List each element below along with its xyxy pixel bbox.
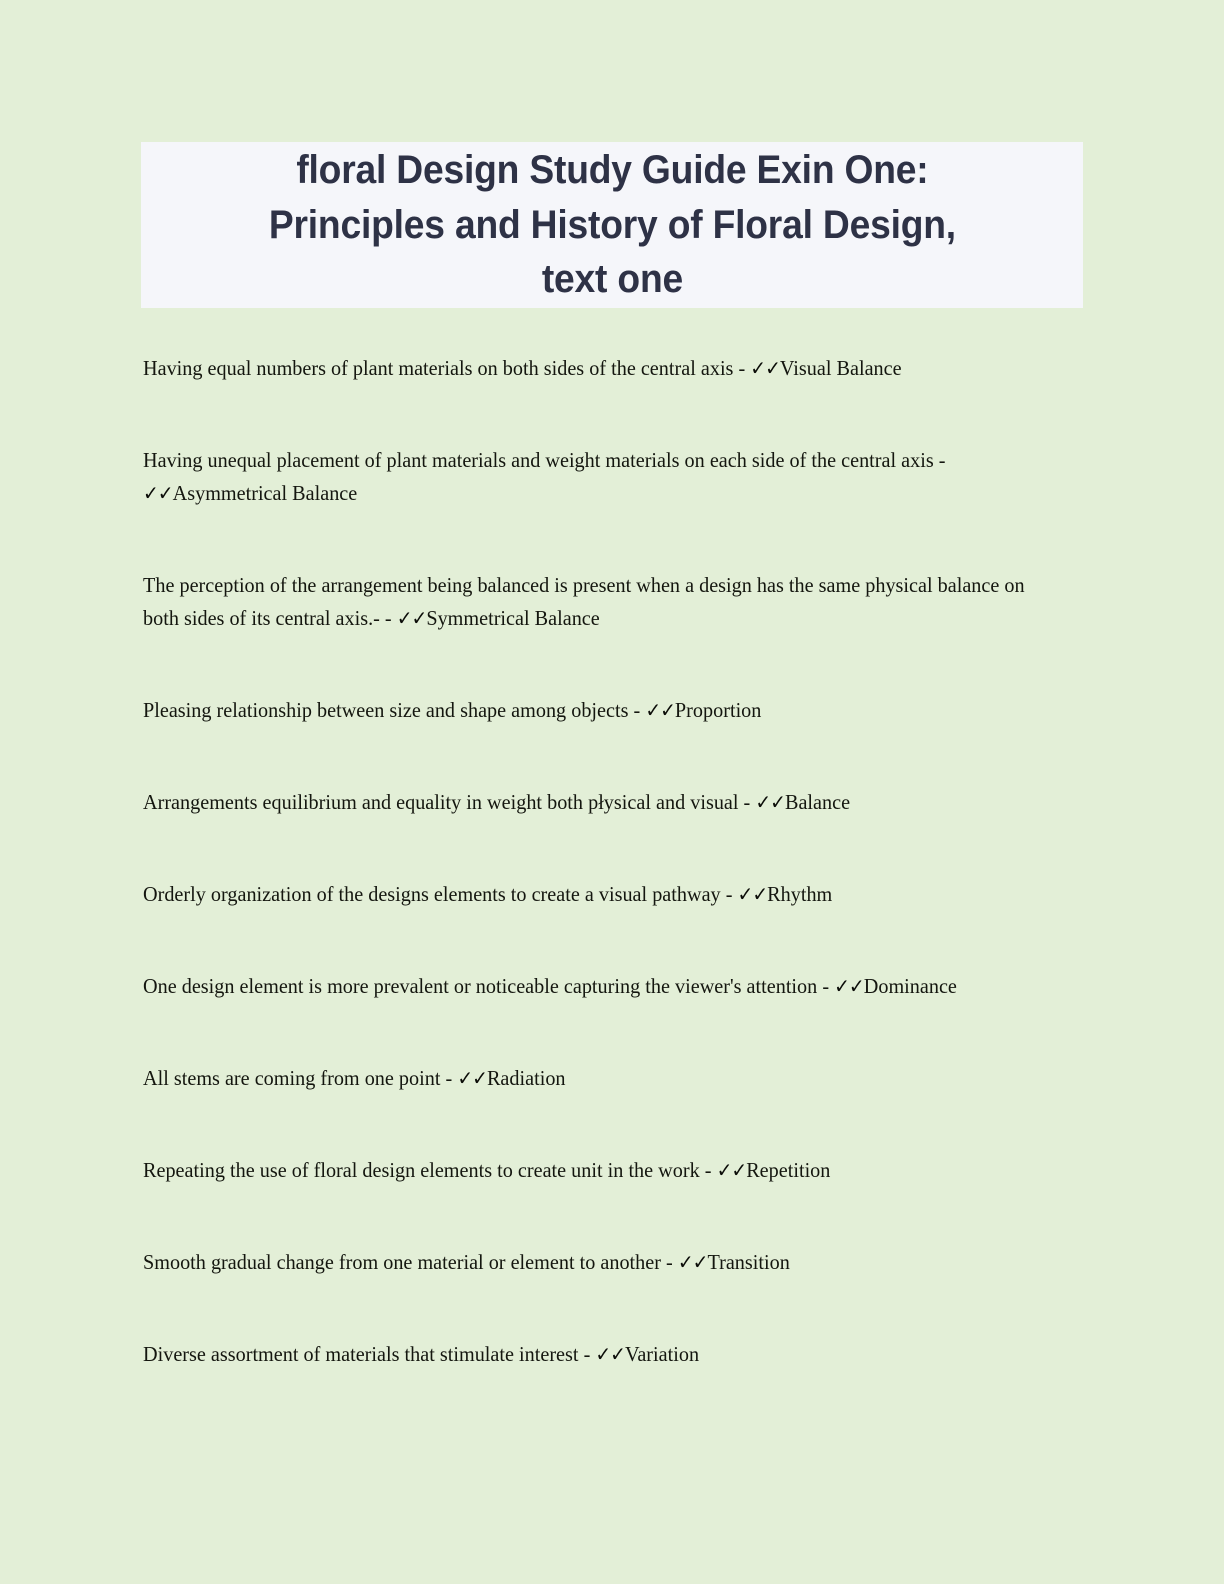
check-mark-icon: ✓✓ [457,1066,487,1090]
study-guide-entry-list [143,352,1055,1371]
entry-answer: Variation [624,1342,700,1366]
entry-separator: - [628,698,646,722]
entry-answer: Rhythm [767,882,833,906]
entry-answer: Proportion [674,698,762,722]
study-guide-entry [143,1246,1055,1279]
check-mark-icon: ✓✓ [755,790,785,814]
study-guide-entry [143,352,1055,385]
entry-separator: - [660,1250,678,1274]
entry-answer: Radiation [486,1066,566,1090]
entry-prompt: All stems are coming from one point [143,1066,441,1090]
entry-answer: Balance [784,790,851,814]
check-mark-icon: ✓✓ [737,882,768,906]
page-title-line: Principles and History of Floral Design, [268,202,956,247]
entry-separator: - [384,606,397,630]
study-guide-entry [143,878,1055,911]
entry-separator: - [578,1342,596,1366]
entry-answer: Dominance [863,974,957,998]
check-mark-icon: ✓✓ [677,1250,708,1274]
study-guide-entry [143,1154,1055,1187]
study-guide-entry [143,569,1055,635]
entry-prompt: Diverse assortment of materials that stimulate interest [143,1342,579,1366]
check-mark-icon: ✓✓ [834,974,864,998]
entry-answer: Symmetrical Balance [426,606,600,630]
entry-separator: - [699,1158,717,1182]
entry-prompt: Having unequal placement of plant materials and weight materials on each side of the central axis [143,448,934,472]
title-panel [141,142,1083,308]
entry-answer: Transition [707,1250,790,1274]
check-mark-icon: ✓✓ [716,1158,747,1182]
study-guide-entry [143,444,1055,510]
study-guide-entry [143,1338,1055,1371]
entry-prompt: Having equal numbers of plant materials on both sides of the central axis [143,356,734,380]
entry-separator: - [733,356,751,380]
entry-separator: - [817,974,835,998]
entry-prompt: Smooth gradual change from one material or element to another [143,1250,661,1274]
study-guide-entry [143,786,1055,819]
study-guide-entry [143,970,1055,1003]
entry-prompt: One design element is more prevalent or noticeable capturing the viewer's attention [143,974,818,998]
entry-prompt: Pleasing relationship between size and shape among objects [143,698,629,722]
entry-answer: Visual Balance [779,356,902,380]
page-title [268,143,955,306]
entry-answer: Asymmetrical Balance [172,481,358,505]
entry-separator: - [738,790,756,814]
entry-separator: - [933,448,946,472]
check-mark-icon: ✓✓ [595,1342,625,1366]
check-mark-icon: ✓✓ [396,606,427,630]
entry-prompt: Orderly organization of the designs elements to create a visual pathway [143,882,721,906]
page-title-line: floral Design Study Guide Exin One: [295,148,929,193]
study-guide-entry [143,1062,1055,1095]
entry-answer: Repetition [746,1158,831,1182]
check-mark-icon: ✓✓ [143,481,173,505]
page-title-line: text one [541,257,683,302]
entry-separator: - [440,1066,458,1090]
study-guide-entry [143,694,1055,727]
entry-prompt: Arrangements equilibrium and equality in weight both płysical and visual [143,790,739,814]
entry-prompt: Repeating the use of floral design elements to create unit in the work [143,1158,700,1182]
check-mark-icon: ✓✓ [750,356,780,380]
check-mark-icon: ✓✓ [645,698,675,722]
entry-separator: - [720,882,738,906]
entry-prompt: The perception of the arrangement being balanced is present when a design has the same physical balance on both sides of its central axis.- [143,573,1025,630]
